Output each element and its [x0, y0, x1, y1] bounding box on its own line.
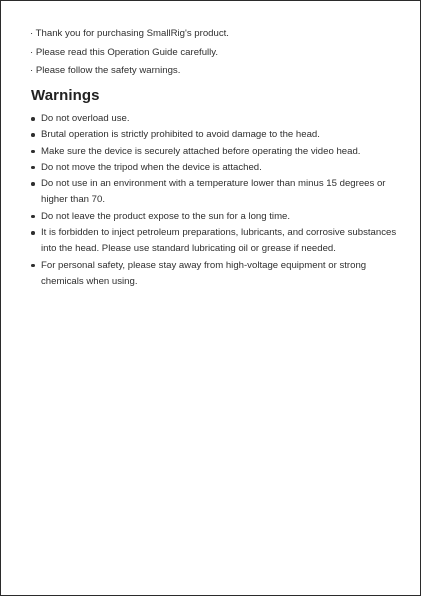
warnings-list — [31, 111, 399, 290]
warning-item — [31, 225, 399, 258]
bullet-icon — [31, 150, 35, 154]
warning-text: Do not move the tripod when the device is attached. — [41, 161, 262, 173]
warning-item — [31, 209, 399, 225]
bullet-icon — [31, 215, 35, 219]
warning-item — [31, 176, 399, 209]
warning-item — [31, 111, 399, 127]
warning-item — [31, 127, 399, 143]
intro-line: · Thank you for purchasing SmallRig's product. — [30, 28, 229, 39]
bullet-icon — [31, 231, 35, 235]
warning-item — [31, 144, 399, 160]
intro-line: · Please read this Operation Guide carefully. — [30, 46, 219, 58]
warning-item — [31, 160, 399, 176]
bullet-icon — [31, 182, 35, 186]
warning-text: It is forbidden to inject petroleum preparations, lubricants, and corrosive substances into the head. Please use standard lubricating oil or grease if needed. — [41, 227, 397, 255]
warnings-heading: Warnings — [31, 87, 100, 104]
bullet-icon — [31, 166, 35, 170]
warning-text: Make sure the device is securely attached before operating the video head. — [41, 145, 361, 157]
bullet-icon — [31, 117, 35, 121]
warning-text: Brutal operation is strictly prohibited to avoid damage to the head. — [41, 129, 320, 141]
warning-text: Do not use in an environment with a temperature lower than minus 15 degrees or higher than 70. — [41, 178, 386, 206]
bullet-icon — [31, 133, 35, 137]
intro-line: · Please follow the safety warnings. — [30, 65, 181, 76]
warning-item — [31, 258, 399, 291]
intro-list — [30, 25, 400, 81]
warning-text: Do not leave the product expose to the sun for a long time. — [41, 210, 291, 222]
warning-text: Do not overload use. — [41, 113, 130, 124]
bullet-icon — [31, 264, 35, 268]
warning-text: For personal safety, please stay away from high-voltage equipment or strong chemicals when using. — [41, 259, 367, 287]
